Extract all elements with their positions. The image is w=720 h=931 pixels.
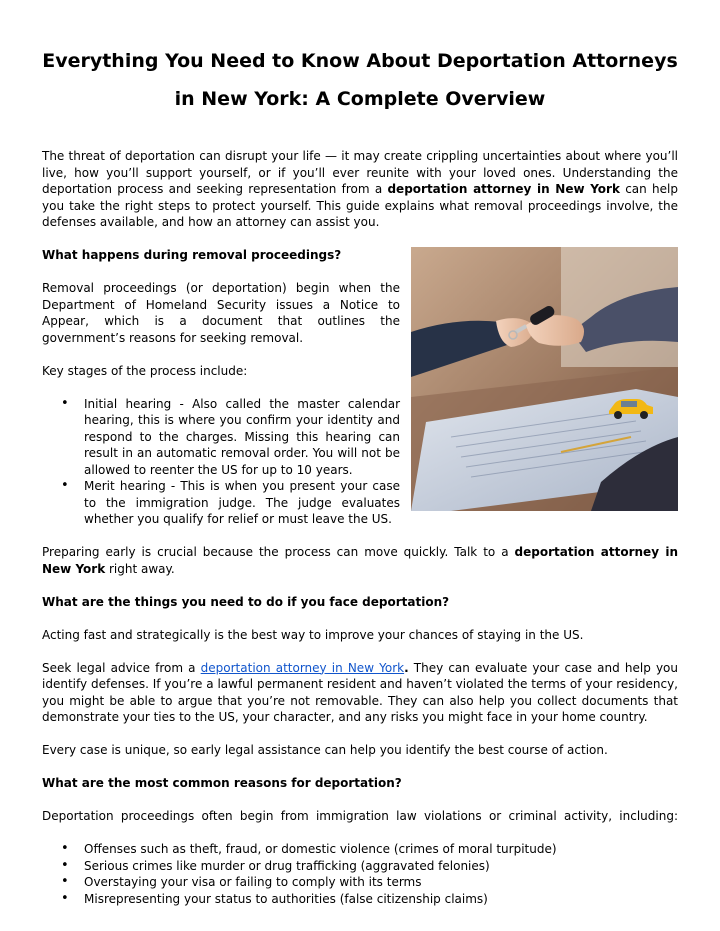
section-removal-proceedings [42, 247, 678, 528]
keyword-bold: deportation attorney in New York [42, 545, 678, 576]
list-item: • Misrepresenting your status to authorities (false citizenship claims) [84, 891, 678, 908]
list-item: • Merit hearing - This is when you present your case to the immigration judge. The judge evaluates whether you qualify for relief or must leave the US. [84, 478, 400, 528]
page-title [42, 0, 678, 118]
list-item: • Serious crimes like murder or drug trafficking (aggravated felonies) [84, 858, 678, 875]
paragraph-key-stages: Key stages of the process include: [42, 363, 248, 378]
keyword-bold: deportation attorney in New York [387, 182, 620, 196]
reasons-list [42, 841, 678, 907]
paragraph-act-fast: Acting fast and strategically is the best way to improve your chances of staying in the US. [42, 627, 584, 642]
title-line-1: Everything You Need to Know About Deportation Attorneys [42, 50, 678, 72]
intro-paragraph: The threat of deportation can disrupt your life — it may create crippling uncertainties about where you’ll live, how you’ll support yourself, or if you’ll ever reunite with your loved ones. Understanding the deportation process and seeking representation from a deportation attorney in New York can help you take the right steps to protect yourself. This guide explains what removal proceedings involve, the defenses available, and how an attorney can assist you. [42, 149, 678, 229]
list-item: • Initial hearing - Also called the master calendar hearing, this is where you confirm your identity and respond to the charges. Missing this hearing can result in an automatic removal order. You will not be allowed to reenter the US for up to 10 years. [84, 396, 400, 479]
title-line-2: in New York: A Complete Overview [174, 88, 546, 110]
section-heading-removal: What happens during removal proceedings? [42, 248, 342, 262]
key-stages-list [42, 396, 400, 528]
paragraph-reasons-intro: Deportation proceedings often begin from immigration law violations or criminal activity, including: [42, 809, 678, 823]
paragraph-every-case: Every case is unique, so early legal assistance can help you identify the best course of action. [42, 743, 608, 757]
list-item: • Overstaying your visa or failing to comply with its terms [84, 874, 678, 891]
car-keys-handover-photo [411, 247, 678, 511]
paragraph-prepare-early: Preparing early is crucial because the process can move quickly. Talk to a deportation attorney in New York right away. [42, 545, 678, 576]
paragraph-seek-advice: Seek legal advice from a deportation attorney in New York. They can evaluate your case and help you identify defenses. If you’re a lawful permanent resident and haven’t violated the terms of your residency, you might be able to argue that you’re not removable. They can also help you collect documents that demonstrate your ties to the US, your character, and any risks you might face in your home country. [42, 660, 678, 724]
section-heading-what-to-do: What are the things you need to do if you face deportation? [42, 594, 450, 609]
deportation-attorney-link[interactable]: deportation attorney in New York [200, 660, 405, 675]
paragraph-removal-intro: Removal proceedings (or deportation) begin when the Department of Homeland Security issues a Notice to Appear, which is a document that outlines the government’s reasons for seeking removal. [42, 281, 400, 345]
list-item: • Offenses such as theft, fraud, or domestic violence (crimes of moral turpitude) [84, 841, 678, 858]
section-heading-reasons: What are the most common reasons for deportation? [42, 776, 402, 790]
